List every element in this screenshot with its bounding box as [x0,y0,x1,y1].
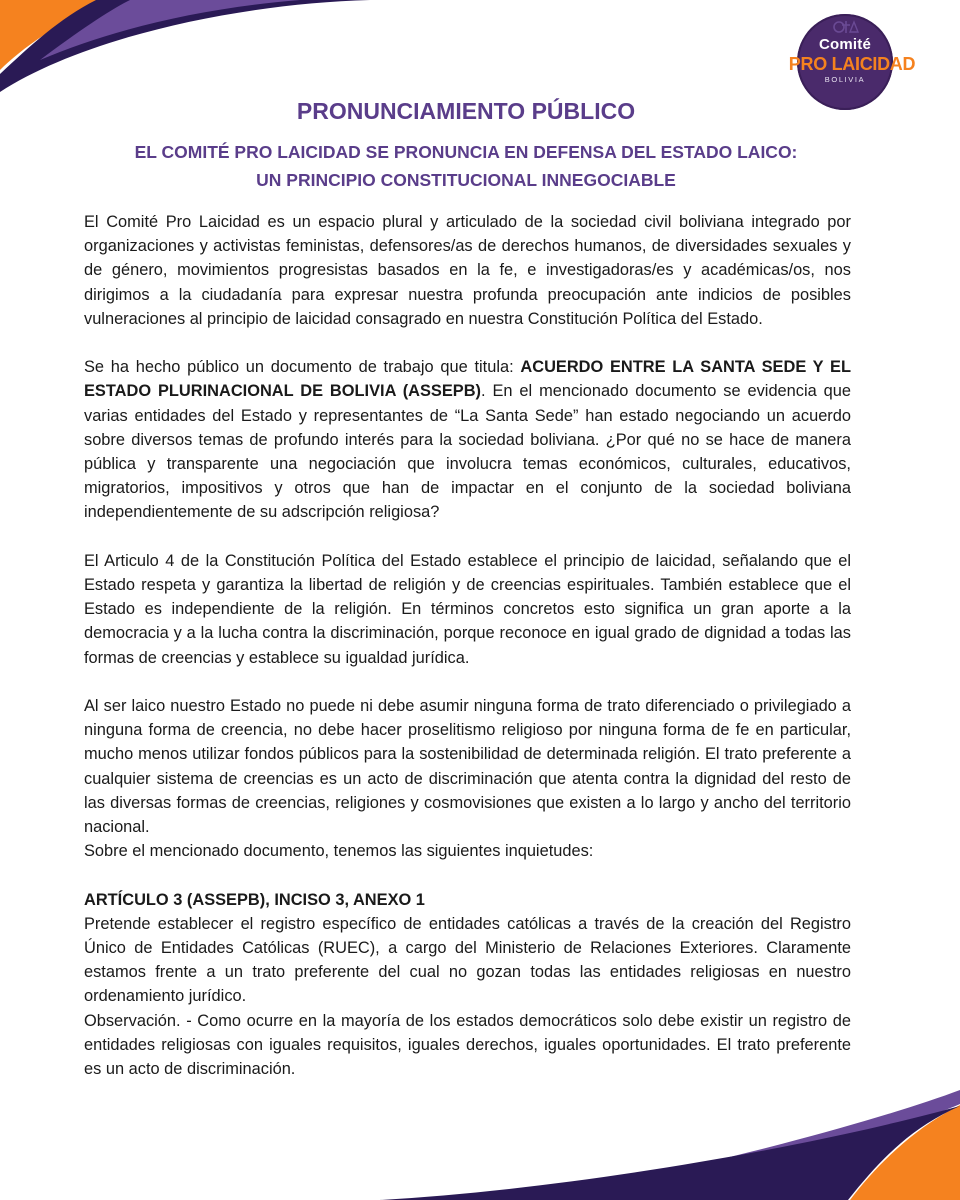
religious-symbols-icon [832,18,860,36]
paragraph-assepb-bold: ACUERDO ENTRE LA SANTA SEDE Y EL ESTADO PLURINACIONAL DE BOLIVIA (ASSEPB) [84,358,851,401]
subtitle-line-2: UN PRINCIPIO CONSTITUCIONAL INNEGOCIABLE [256,170,676,190]
paragraph-assepb-post: . En el mencionado documento se evidencia que varias entidades del Estado y representantes de “La Santa Sede” han estado negociando un acuerdo sobre diversos temas de profundo interés para la sociedad boliviana. ¿Por qué no se hace de manera pública y transparente una negociación que involucra temas económicos, culturales, educativos, migratorios, impositivos y otros que han de impactar en el conjunto de la sociedad boliviana independientemente de su adscripción religiosa? [84,382,851,522]
comite-pro-laicidad-logo [788,14,924,110]
paragraph-intro: El Comité Pro Laicidad es un espacio plural y articulado de la sociedad civil boliviana integrado por organizaciones y activistas feministas, defensores/as de derechos humanos, de diversidades sexuales y de género, movimientos progresistas basados en la fe, e investigadoras/es y académicas/os, nos dirigimos a la ciudadanía para expresar nuestra profunda preocupación ante indicios de posibles vulneraciones al principio de laicidad consagrado en nuestra Constitución Política del Estado. [84,213,851,328]
paragraph-assepb-pre: Se ha hecho público un documento de trabajo que titula: [84,358,521,377]
paragraph-assepb [84,355,851,524]
page-subtitle [0,138,932,194]
paragraph-inquietudes: Sobre el mencionado documento, tenemos las siguientes inquietudes: [84,842,594,861]
logo-comite-text: Comité [818,36,872,53]
paragraph-ruec: Pretende establecer el registro específico de entidades católicas a través de la creación del Registro Único de Entidades Católicas (RUEC), a cargo del Ministerio de Relaciones Exteriores. Claramente estamos frente a un trato preferente del cual no gozan todas las entidades religiosas en nuestro ordenamiento jurídico. [84,914,851,1006]
page-title: PRONUNCIAMIENTO PÚBLICO [296,98,636,124]
document-body [84,210,851,1081]
paragraph-articulo-4: El Articulo 4 de la Constitución Política del Estado establece el principio de laicidad, señalando que el Estado respeta y garantiza la libertad de religión y de creencias espirituales. También establece que el Estado es independiente de la religión. En términos concretos esto significa un gran aporte a la democracia y a la lucha contra la discriminación, porque reconoce en igual grado de dignidad a todas las formas de creencias y establece su igualdad jurídica. [84,551,851,667]
subtitle-line-1: EL COMITÉ PRO LAICIDAD SE PRONUNCIA EN DEFENSA DEL ESTADO LAICO: [134,142,798,162]
section-heading-articulo-3: ARTÍCULO 3 (ASSEPB), INCISO 3, ANEXO 1 [84,890,425,909]
logo-pro-laicidad-text: PRO LAICIDAD [788,54,916,74]
paragraph-observacion: Observación. - Como ocurre en la mayoría de los estados democráticos solo debe existir un registro de entidades religiosas con iguales requisitos, iguales derechos, iguales oportunidades. El trato preferente es un acto de discriminación. [84,1011,851,1079]
paragraph-estado-laico: Al ser laico nuestro Estado no puede ni debe asumir ninguna forma de trato diferenciado o privilegiado a ninguna forma de creencia, no debe hacer proselitismo religioso por ninguna forma de fe en particular, mucho menos utilizar fondos públicos para la sostenibilidad de determinada religión. El trato preferente a cualquier sistema de creencias es un acto de discriminación que atenta contra la dignidad del resto de las diversas formas de creencias, religiones y cosmovisiones que existen a lo largo y ancho del territorio nacional. [84,697,851,837]
logo-bolivia-text: BOLIVIA [824,75,866,84]
